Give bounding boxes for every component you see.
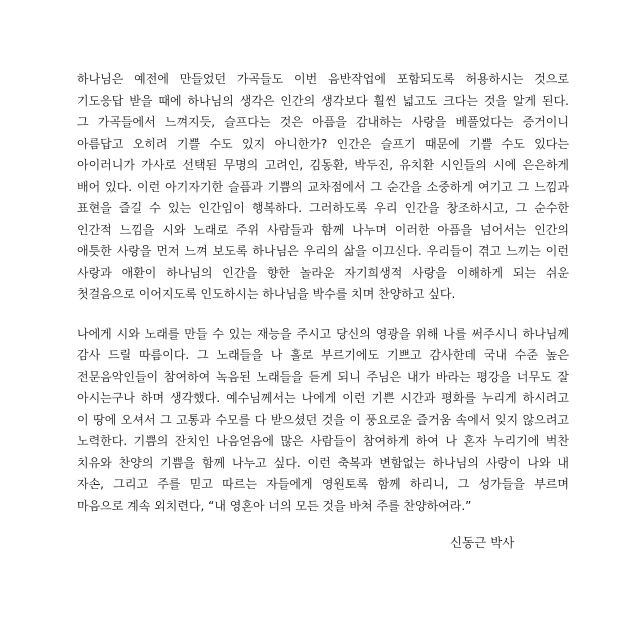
text-line: 아시는구나 하며 생각했다. 예수님께서는 나에게 이런 기쁜 시간과 평화를 누리게 하시려고 — [77, 391, 569, 405]
text-line: 애틋한 사랑을 먼저 느껴 보도록 하나님은 우리의 삶을 이끄신다. 우리들이 겪고 느끼는 이런 — [77, 244, 569, 258]
paragraph-1 — [77, 69, 569, 306]
text-line: 하나님은 예전에 만들었던 가곡들도 이번 음반작업에 포함되도록 허용하시는 것으로 — [77, 72, 569, 86]
body-text — [77, 69, 569, 517]
text-line: 아이러니가 가사로 선택된 무명의 고려인, 김동환, 박두진, 유치환 시인들의 시에 은은하게 — [77, 158, 569, 172]
text-line: 나에게 시와 노래를 만들 수 있는 재능을 주시고 당신의 영광을 위해 나를 써주시니 하나님께 — [77, 326, 569, 341]
text-line: 그 가곡들에서 느껴지듯, 슬프다는 것은 아픔을 감내하는 사랑을 베풀었다는 증거이니 — [77, 115, 569, 129]
text-line: 기도응답 받을 때에 하나님의 생각은 인간의 생각보다 훨씬 넓고도 크다는 것을 알게 된다. — [77, 93, 569, 108]
text-line: 아름답고 오히려 기쁠 수도 있지 아니한가? 인간은 슬프기 때문에 기쁠 수도 있다는 — [77, 136, 569, 151]
text-line: 노력한다. 기쁨의 잔치인 나음얻음에 많은 사람들이 참여하게 하여 나 혼자 누리기에 벅찬 — [77, 434, 569, 448]
text-line: 전문음악인들이 참여하여 녹음된 노래들을 듣게 되니 주님은 내가 바라는 평강을 너무도 잘 — [77, 369, 569, 384]
text-line: 감사 드릴 따름이다. 그 노래들을 나 홀로 부르기에도 기쁘고 감사한데 국내 수준 높은 — [77, 348, 569, 362]
text-line: 자손, 그리고 주를 믿고 따르는 자들에게 영원토록 함께 하리니, 그 성가들을 부르며 — [77, 477, 569, 491]
text-line: 인간적 느낌을 시와 노래로 주위 사람들과 함께 나누며 이러한 아픔을 넘어서는 인간의 — [77, 222, 569, 237]
text-line: 배어 있다. 이런 아기자기한 슬픔과 기쁨의 교차점에서 그 순간을 소중하게 여기고 그 느낌과 — [77, 179, 569, 194]
author-signature: 신동근 박사 — [450, 535, 515, 550]
paragraph-gap — [77, 306, 569, 324]
paragraph-2 — [77, 324, 569, 518]
text-line: 첫걸음으로 이어지도록 인도하시는 하나님을 박수를 치며 찬양하고 싶다. — [77, 287, 456, 301]
text-line: 표현을 즐길 수 있는 인간임이 행복하다. 그러하도록 우리 인간을 창조하시고, 그 순수한 — [77, 201, 569, 215]
text-line: 사랑과 애환이 하나님의 인간을 향한 놀라운 자기희생적 사랑을 이해하게 되는 쉬운 — [77, 265, 569, 280]
text-line: 이 땅에 오셔서 그 고통과 수모를 다 받으셨던 것을 이 풍요로운 즐거움 속에서 잊지 않으려고 — [77, 412, 569, 427]
text-line: 마음으로 계속 외치련다, “내 영혼아 너의 모든 것을 바쳐 주를 찬양하여라.” — [77, 498, 472, 513]
text-line: 치유와 찬양의 기쁨을 함께 나누고 싶다. 이런 축복과 변함없는 하나님의 사랑이 나와 내 — [77, 455, 569, 470]
